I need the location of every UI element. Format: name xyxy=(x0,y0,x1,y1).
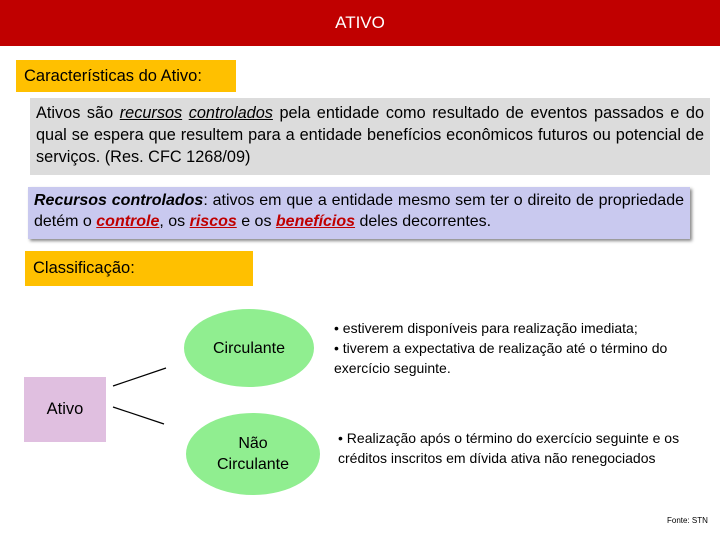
connector-to-circulante xyxy=(113,368,166,386)
circulante-bullet-2: • tiverem a expectativa de realização até o término do exercício seguinte. xyxy=(334,340,668,376)
recursos-term: Recursos controlados xyxy=(34,192,204,209)
recursos-riscos: riscos xyxy=(189,213,237,230)
recursos-beneficios: benefícios xyxy=(275,213,356,230)
recursos-part4: deles decorrentes. xyxy=(355,213,492,230)
definition-controlados: controlados xyxy=(188,104,273,122)
definition-part1: Ativos são xyxy=(36,104,120,122)
connector-to-nao-circulante xyxy=(113,407,164,424)
circulante-label: Circulante xyxy=(212,339,286,357)
nao-circulante-bullets xyxy=(338,428,716,468)
nao-circulante-ellipse xyxy=(186,413,320,495)
circulante-bullets xyxy=(334,318,714,378)
nao-circulante-line1: Não xyxy=(238,435,268,452)
definition-part3: pela entidade como resultado de eventos passados e do qual se espera que resultem para a entidade benefícios econômicos futuros ou potencial de serviços. (Res. CFC 1268/09) xyxy=(36,104,704,166)
recursos-controle: controle xyxy=(96,213,160,230)
nao-circulante-line2: Circulante xyxy=(216,456,290,473)
source-note: Fonte: STN xyxy=(667,516,708,525)
ativo-box xyxy=(24,377,106,442)
recursos-part1: : ativos em que a entidade mesmo sem ter o direito de propriedade detém o xyxy=(34,192,684,230)
nao-circulante-label xyxy=(217,433,289,475)
recursos-part2: , os xyxy=(159,213,190,230)
page-title: ATIVO xyxy=(335,13,385,32)
caracteristicas-label-text: Características do Ativo: xyxy=(24,66,202,85)
circulante-bullet-1: • estiverem disponíveis para realização imediata; xyxy=(334,320,638,336)
definition-recursos: recursos xyxy=(119,104,183,122)
nao-circulante-bullet-1: • Realização após o término do exercício seguinte e os créditos inscritos em dívida ativa não renegociados xyxy=(338,430,680,466)
recursos-part3: e os xyxy=(236,213,276,230)
ativo-label: Ativo xyxy=(46,400,84,418)
circulante-ellipse xyxy=(184,309,314,387)
classificacao-label-text: Classificação: xyxy=(33,259,135,277)
